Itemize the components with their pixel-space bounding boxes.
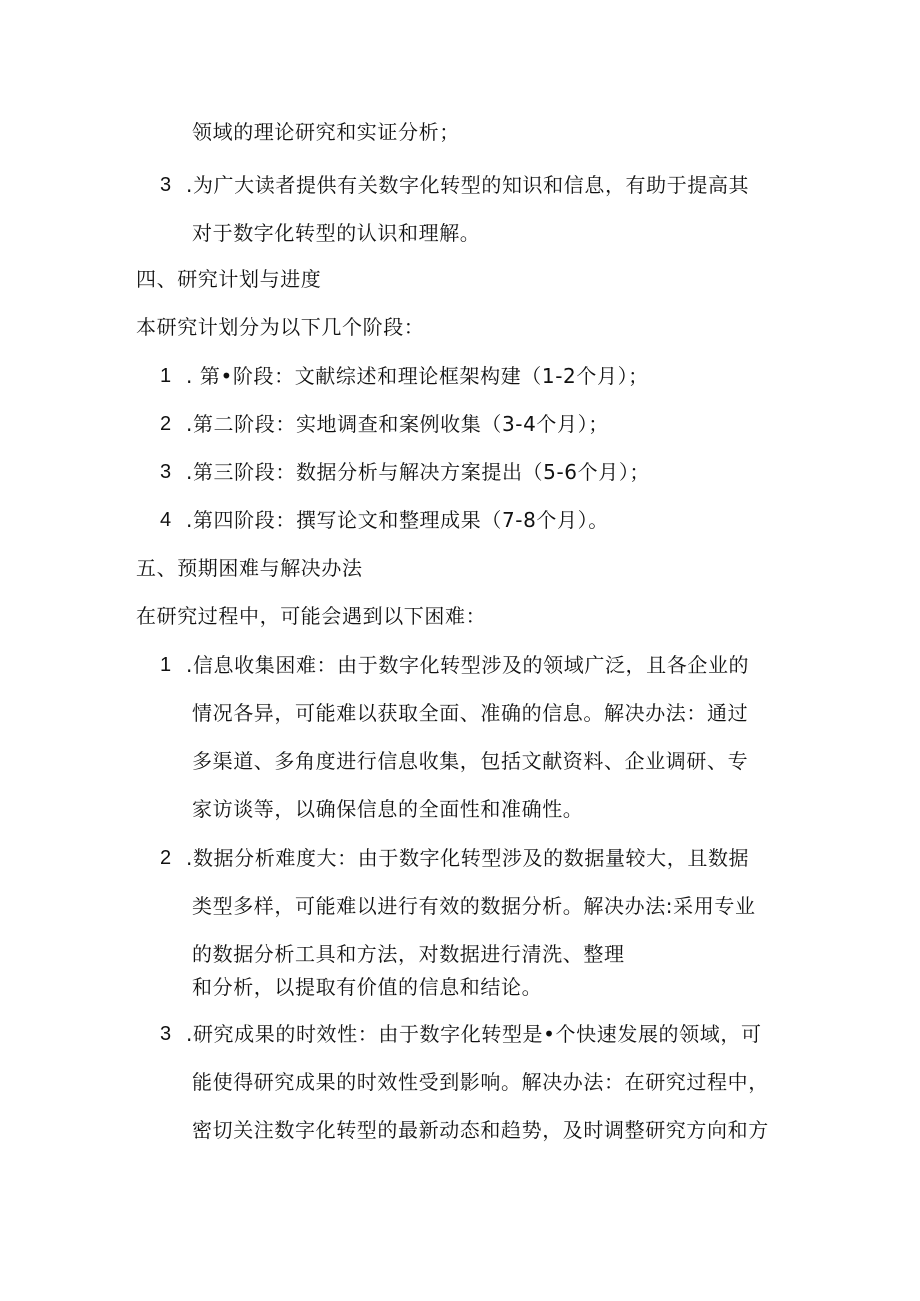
item-number: 2 xyxy=(160,847,172,869)
continuation-line: 领域的理论研究和实证分析； xyxy=(192,120,460,144)
item-number: 3 xyxy=(160,461,172,483)
item-number: 1 xyxy=(160,365,172,387)
difficulty-item-line: 家访谈等，以确保信息的全面性和准确性。 xyxy=(192,797,584,821)
difficulty-item-line: 类型多样，可能难以进行有效的数据分析。解决办法:采用专业 xyxy=(192,894,756,918)
difficulty-item-line: .研究成果的时效性：由于数字化转型是•个快速发展的领域，可 xyxy=(186,1022,762,1046)
section-heading-4: 四、研究计划与进度 xyxy=(136,267,322,291)
difficulty-item-line: 密切关注数字化转型的最新动态和趋势，及时调整研究方向和方 xyxy=(192,1118,769,1142)
difficulty-item-line: 多渠道、多角度进行信息收集，包括文献资料、企业调研、专 xyxy=(192,749,749,773)
difficulty-item-line: 的数据分析工具和方法，对数据进行清洗、整理 xyxy=(192,942,625,966)
item-text-line: .为广大读者提供有关数字化转型的知识和信息，有助于提高其 xyxy=(186,173,750,197)
item-number: 3 xyxy=(160,1023,172,1045)
phase-item: .第四阶段：撰写论文和整理成果（7-8个月）。 xyxy=(186,508,609,532)
section-heading-5: 五、预期困难与解决办法 xyxy=(136,556,363,580)
difficulty-item-line: 和分析，以提取有价值的信息和结论。 xyxy=(192,975,543,999)
item-number: 1 xyxy=(160,654,172,676)
difficulty-item-line: 情况各异，可能难以获取全面、准确的信息。解决办法：通过 xyxy=(192,701,749,725)
section-intro: 在研究过程中，可能会遇到以下困难： xyxy=(136,604,487,628)
difficulty-item-line: .数据分析难度大：由于数字化转型涉及的数据量较大，且数据 xyxy=(186,846,750,870)
item-number: 3 xyxy=(160,174,172,196)
phase-item: .第二阶段：实地调查和案例收集（3-4个月）； xyxy=(186,412,609,436)
phase-item: .第三阶段：数据分析与解决方案提出（5-6个月）； xyxy=(186,460,651,484)
item-number: 4 xyxy=(160,509,172,531)
difficulty-item-line: .信息收集困难：由于数字化转型涉及的领域广泛，且各企业的 xyxy=(186,653,750,677)
phase-item: . 第•阶段：文献综述和理论框架构建（1-2个月）； xyxy=(186,364,649,388)
item-number: 2 xyxy=(160,413,172,435)
section-intro: 本研究计划分为以下几个阶段： xyxy=(136,315,425,339)
difficulty-item-line: 能使得研究成果的时效性受到影响。解决办法：在研究过程中， xyxy=(192,1070,769,1094)
item-text-line: 对于数字化转型的认识和理解。 xyxy=(192,221,481,245)
